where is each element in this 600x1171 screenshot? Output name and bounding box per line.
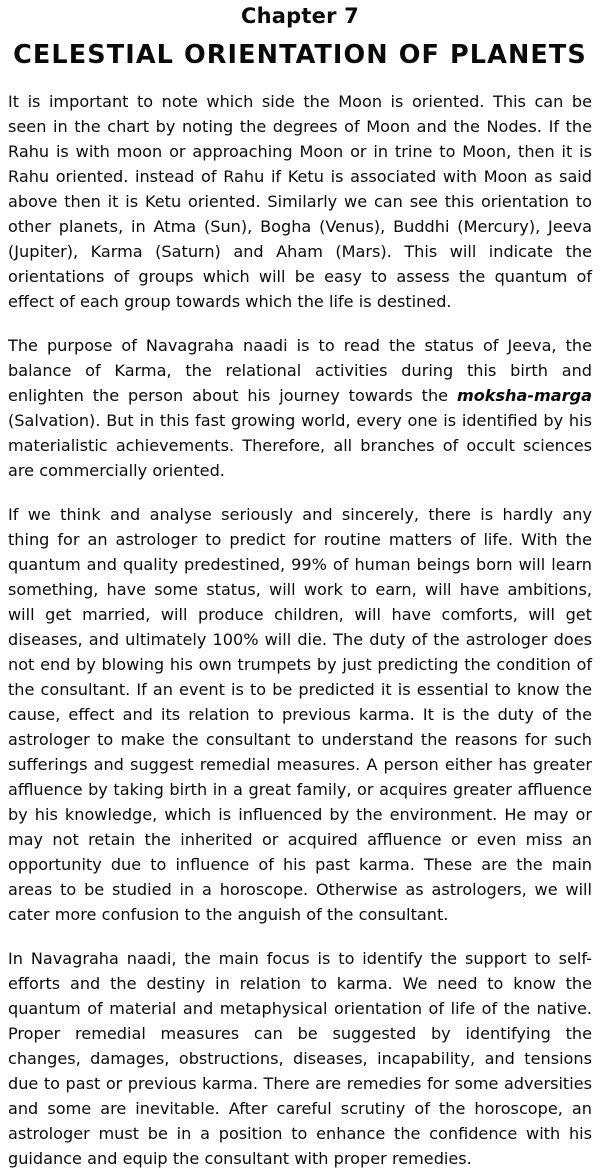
paragraph-2-text-after-emphasis: (Salvation). But in this fast growing world, every one is identified by his materialistic achievements. Therefore, all branches of occult sciences are commercially oriented. [8, 410, 592, 480]
page-title: CELESTIAL ORIENTATION OF PLANETS [13, 40, 587, 70]
paragraph-3: If we think and analyse seriously and sincerely, there is hardly any thing for an astrologer to predict for routine matters of life. With the quantum and quality predestined, 99% of human beings born will learn something, have some status, will work to earn, will have ambitions, will get married, will produce children, will have comforts, will get diseases, and ultimately 100% will die. The duty of the astrologer does not end by blowing his own trumpets by just predicting the condition of the consultant. If an event is to be predicted it is essential to know the cause, effect and its relation to previous karma. It is the duty of the astrologer to make the consultant to understand the reasons for such sufferings and suggest remedial measures. A person either has greater affluence by taking birth in a great family, or acquires greater affluence by his knowledge, which is influenced by the environment. He may or may not retain the inherited or acquired affluence or even miss an opportunity due to influence of his past karma. These are the main areas to be studied in a horoscope. Otherwise as astrologers, we will cater more confusion to the anguish of the consultant. [8, 504, 592, 924]
paragraph-1: It is important to note which side the Moon is oriented. This can be seen in the chart by noting the degrees of Moon and the Nodes. If the Rahu is with moon or approaching Moon or in trine to Moon, then it is Rahu oriented. instead of Rahu if Ketu is associated with Moon as said above then it is Ketu oriented. Similarly we can see this orientation to other planets, in Atma (Sun), Bogha (Venus), Buddhi (Mercury), Jeeva (Jupiter), Karma (Saturn) and Aham (Mars). This will indicate the orientations of groups which will be easy to assess the quantum of effect of each group towards which the life is destined. [8, 91, 592, 311]
document-page [0, 4, 600, 1168]
body-text-container [8, 89, 592, 1171]
chapter-label: Chapter 7 [241, 4, 359, 28]
paragraph-2-text-before-emphasis: The purpose of Navagraha naadi is to read the status of Jeeva, the balance of Karma, the relational activities during this birth and enlighten the person about his journey towards the [8, 335, 592, 405]
paragraph-2 [8, 333, 592, 483]
paragraph-4: In Navagraha naadi, the main focus is to identify the support to self-efforts and the destiny in relation to karma. We need to know the quantum of material and metaphysical orientation of life of the native. Proper remedial measures can be suggested by identifying the changes, damages, obstructions, diseases, incapability, and tensions due to past or previous karma. There are remedies for some adversities and some are inevitable. After careful scrutiny of the horoscope, an astrologer must be in a position to enhance the confidence with his guidance and equip the consultant with proper remedies. [8, 948, 592, 1168]
emphasized-term-moksha-marga: moksha-marga [456, 385, 592, 405]
